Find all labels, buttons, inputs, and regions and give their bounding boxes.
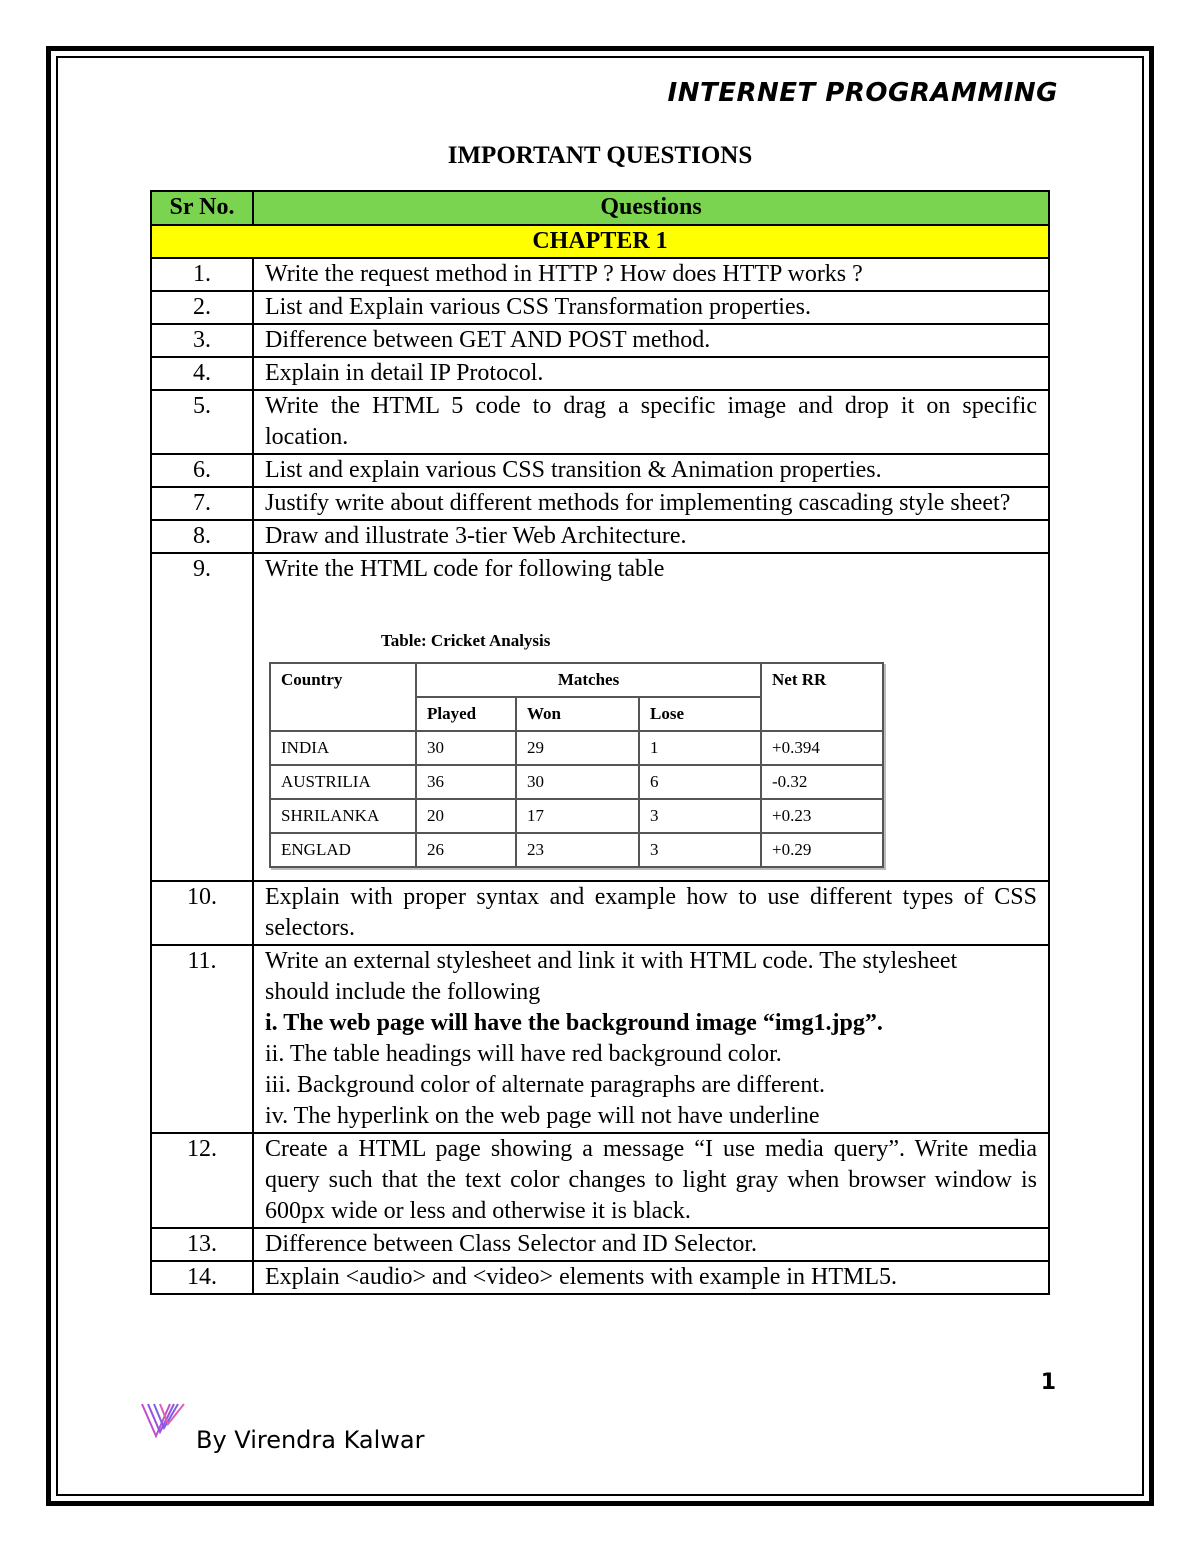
cricket-header-row [270,663,883,697]
question-text: ii. The table headings will have red background color. [265,1041,782,1067]
cricket-header-netrr: Net RR [761,663,883,731]
table-row [151,390,1049,454]
row-number: 10. [151,881,253,945]
cricket-table [269,662,884,868]
cricket-cell: +0.23 [761,799,883,833]
cricket-cell: 3 [639,799,761,833]
col-sr-header: Sr No. [151,191,253,225]
cricket-header-country: Country [270,663,416,731]
row-number: 11. [151,945,253,1133]
v-logo-icon [140,1400,186,1440]
question-text: i. The web page will have the background image “img1.jpg”. [265,1010,883,1036]
table-row [151,357,1049,390]
cricket-cell: -0.32 [761,765,883,799]
row-number: 3. [151,324,253,357]
table-row [151,881,1049,945]
row-number: 13. [151,1228,253,1261]
table-row [151,324,1049,357]
row-number: 14. [151,1261,253,1294]
cricket-row [270,765,883,799]
row-number: 7. [151,487,253,520]
question-text: Draw and illustrate 3-tier Web Architecture. [253,520,1049,553]
table-row [151,291,1049,324]
question-text: Write the request method in HTTP ? How does HTTP works ? [253,258,1049,291]
table-row [151,1261,1049,1294]
question-text: Write the HTML code for following table [265,556,665,582]
page-heading: IMPORTANT QUESTIONS [447,142,753,169]
question-text: Justify write about different methods for implementing cascading style sheet? [253,487,1049,520]
col-questions-header: Questions [253,191,1049,225]
row-number: 5. [151,390,253,454]
table-row [151,520,1049,553]
cricket-cell: 30 [416,731,516,765]
cricket-header-played: Played [416,697,516,731]
row-number: 4. [151,357,253,390]
row-number: 8. [151,520,253,553]
question-text: should include the following [265,979,541,1005]
table-row [151,1133,1049,1228]
cricket-cell: AUSTRILIA [270,765,416,799]
questions-table [150,190,1050,1295]
row-number: 6. [151,454,253,487]
table-row [151,553,1049,881]
cricket-cell: INDIA [270,731,416,765]
table-row [151,258,1049,291]
row-number: 2. [151,291,253,324]
table-row [151,1228,1049,1261]
question-text: List and Explain various CSS Transformation properties. [253,291,1049,324]
question-cell [253,553,1049,881]
question-cell [253,945,1049,1133]
table-header-row [151,191,1049,225]
question-text: Explain with proper syntax and example how to use different types of CSS selectors. [253,881,1049,945]
cricket-table-figure [269,625,1037,868]
cricket-cell: 6 [639,765,761,799]
cricket-cell: 26 [416,833,516,867]
chapter-label: CHAPTER 1 [151,225,1049,258]
cricket-cell: 30 [516,765,639,799]
table-row [151,945,1049,1133]
question-text: Write an external stylesheet and link it with HTML code. The stylesheet [265,948,958,974]
table-row [151,454,1049,487]
cricket-row [270,833,883,867]
cricket-cell: 29 [516,731,639,765]
question-text: Explain <audio> and <video> elements with example in HTML5. [253,1261,1049,1294]
author-credit: By Virendra Kalwar [196,1426,425,1454]
page-number: 1 [1040,1370,1056,1395]
cricket-cell: +0.394 [761,731,883,765]
cricket-cell: SHRILANKA [270,799,416,833]
cricket-cell: +0.29 [761,833,883,867]
question-text: Difference between Class Selector and ID Selector. [253,1228,1049,1261]
cricket-header-won: Won [516,697,639,731]
cricket-table-caption: Table: Cricket Analysis [381,631,551,650]
cricket-cell: 17 [516,799,639,833]
row-number: 12. [151,1133,253,1228]
cricket-cell: ENGLAD [270,833,416,867]
header-title: INTERNET PROGRAMMING [667,78,1058,108]
question-text: Difference between GET AND POST method. [253,324,1049,357]
cricket-header-lose: Lose [639,697,761,731]
table-row [151,487,1049,520]
question-text: iv. The hyperlink on the web page will not have underline [265,1103,820,1129]
cricket-header-matches: Matches [416,663,761,697]
question-text: Create a HTML page showing a message “I use media query”. Write media query such that the text color changes to light gray when browser window is 600px wide or less and otherwise it is black. [253,1133,1049,1228]
question-text: List and explain various CSS transition & Animation properties. [253,454,1049,487]
cricket-row [270,799,883,833]
cricket-cell: 20 [416,799,516,833]
chapter-row [151,225,1049,258]
cricket-row [270,731,883,765]
cricket-cell: 36 [416,765,516,799]
row-number: 1. [151,258,253,291]
question-text: Write the HTML 5 code to drag a specific image and drop it on specific location. [253,390,1049,454]
cricket-cell: 23 [516,833,639,867]
question-text: Explain in detail IP Protocol. [253,357,1049,390]
cricket-cell: 1 [639,731,761,765]
question-text: iii. Background color of alternate paragraphs are different. [265,1072,825,1098]
row-number: 9. [151,553,253,881]
cricket-cell: 3 [639,833,761,867]
